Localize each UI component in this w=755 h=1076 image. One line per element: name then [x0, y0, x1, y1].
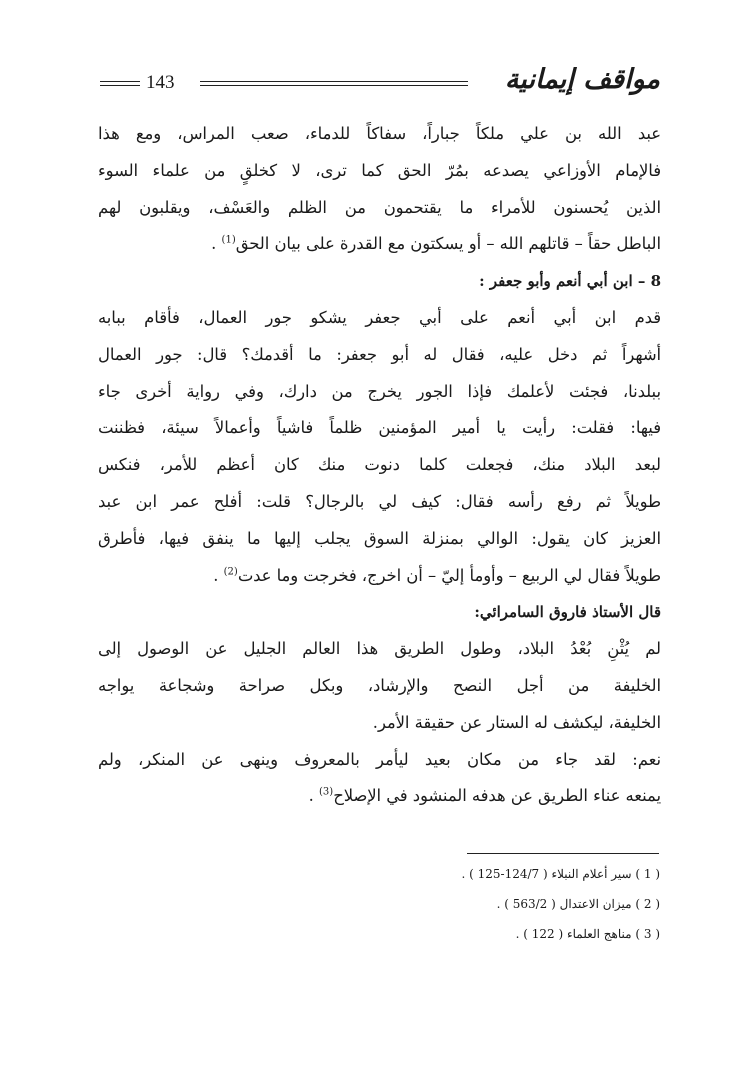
text-line [98, 484, 661, 521]
line-text: 8 – ابن أبي أنعم وأبو جعفر : [479, 272, 661, 291]
footnotes [360, 866, 660, 956]
footnote-ref[interactable]: (3) [319, 786, 334, 798]
text-line [98, 742, 661, 779]
text-line [98, 668, 661, 705]
line-text: طويلاً ثم رفع رأسه فقال: كيف لي بالرجال؟ قلت: أفلح عمر ابن عبد [98, 491, 661, 511]
text-line [98, 447, 661, 484]
text-line [98, 153, 661, 190]
header-rule-left-bottom [100, 85, 140, 86]
line-text: العزيز كان يقول: الوالي بمنزلة السوق يجلب إليها ما ينفق فيها، فأطرق [98, 528, 661, 548]
text-line [98, 300, 661, 337]
book-title: مواقف إيمانية [504, 64, 660, 95]
line-text: لبعد البلاد منك، فجعلت كلما دنوت منك كان أعظم للأمر، فنكس [98, 455, 661, 475]
section-heading [98, 263, 661, 300]
line-text: عبد الله بن علي ملكاً جباراً، سفاكاً للدماء، صعب المراس، ومع هذا [98, 124, 661, 143]
line-text: الخليفة من أجل النصح والإرشاد، وبكل صراحة وشجاعة يواجه [98, 675, 661, 695]
line-text: قال الأستاذ فاروق السامرائي: [474, 603, 661, 622]
line-text: طويلاً فقال لي الربيع – وأومأ إليّ – أن اخرج، فخرجت وما عدت [237, 565, 661, 585]
line-text: لم يُثْنِ بُعْدُ البلاد، وطول الطريق هذا العالم الجليل عن الوصول إلى [98, 639, 661, 659]
header-rule-mid-bottom [200, 85, 468, 86]
line-text: ببلدنا، فجئت لأعلمك فإذا الجور يخرج من دارك، وفي رواية أخرى جاء [98, 381, 661, 401]
text-line [98, 374, 661, 411]
line-text: أشهراً ثم دخل عليه، فقال له أبو جعفر: ما أقدمك؟ قال: جور العمال [98, 344, 661, 364]
line-text: الذين يُحسنون للأمراء ما يقتحمون من الظلم والعَسْف، ويقلبون لهم [98, 197, 661, 217]
text-line [98, 705, 661, 742]
header-rule-left-top [100, 81, 140, 82]
footnote: ( 2 ) ميزان الاعتدال ( 563/2 ) . [496, 897, 660, 911]
page-number: 143 [146, 72, 175, 93]
line-end-punctuation: . [308, 786, 319, 806]
line-end-punctuation: . [213, 565, 224, 585]
text-line [98, 778, 661, 815]
section-heading [98, 594, 661, 631]
footnote-separator [467, 853, 659, 854]
line-text: نعم: لقد جاء من مكان بعيد ليأمر بالمعروف وينهى عن المنكر، ولم [98, 749, 661, 769]
text-line [98, 116, 661, 153]
text-line [98, 226, 661, 263]
line-text: فيها: فقلت: رأيت يا أمير المؤمنين ظلماً فاشياً وأعمالاً سيئة، فظننت [98, 418, 661, 438]
footnote: ( 1 ) سير أعلام النبلاء ( 124/7-125 ) . [461, 867, 660, 881]
line-text: قدم ابن أبي أنعم على أبي جعفر يشكو جور العمال، فأقام ببابه [98, 307, 661, 327]
text-line [98, 410, 661, 447]
text-line [98, 521, 661, 558]
line-text: يمنعه عناء الطريق عن هدفه المنشود في الإصلاح [333, 786, 661, 806]
page-header [100, 64, 660, 112]
line-text: الباطل حقاً – قاتلهم الله – أو يسكتون مع القدرة على بيان الحق [235, 234, 661, 254]
footnote-ref[interactable]: (1) [221, 234, 236, 246]
footnote: ( 3 ) مناهج العلماء ( 122 ) . [515, 927, 660, 941]
text-line [98, 190, 661, 227]
line-text: الخليفة، ليكشف له الستار عن حقيقة الأمر. [372, 712, 661, 732]
header-rule-mid-top [200, 81, 468, 82]
line-end-punctuation: . [211, 234, 222, 254]
footnote-ref[interactable]: (2) [223, 566, 238, 578]
line-text: فالإمام الأوزاعي يصدعه بمُرّ الحق كما ترى، لا كخلقٍ من علماء السوء [98, 160, 661, 180]
text-line [98, 337, 661, 374]
page-body [98, 116, 661, 815]
text-line [98, 558, 661, 595]
text-line [98, 631, 661, 668]
